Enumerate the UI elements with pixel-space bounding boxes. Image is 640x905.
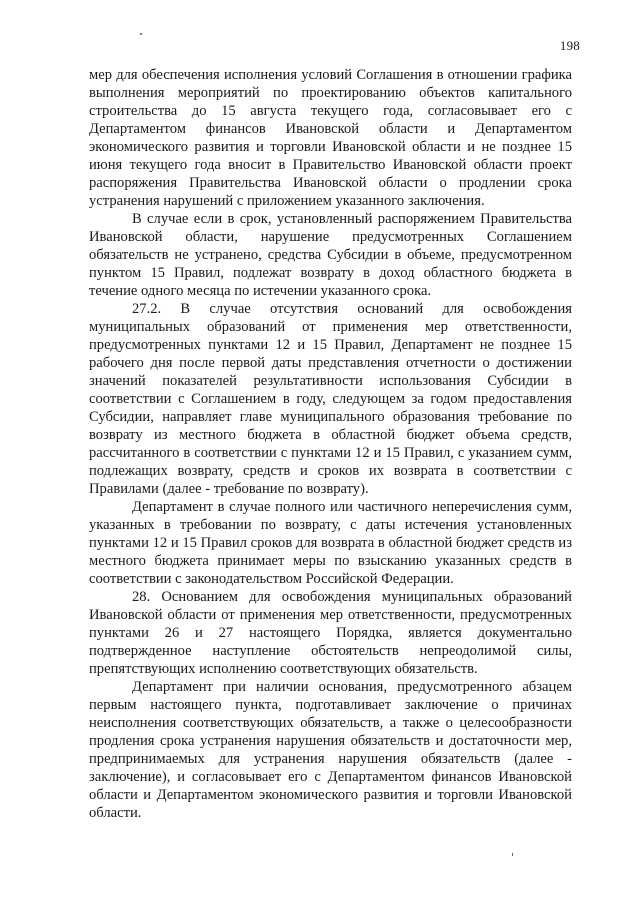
paragraph-recovery-measures: Департамент в случае полного или частичного неперечисления сумм, указанных в требовании по возврату, с даты истечения установленных пунктами 12 и 15 Правил сроков для возврата в областной бюджет средств из местного бюджета принимает меры по взысканию указанных средств в соответствии с законодательством Российской Федерации. [89,499,572,587]
page-number: 198 [559,38,580,53]
paragraph-28: 28. Основанием для освобождения муниципальных образований Ивановской области от применения мер ответственности, предусмотренных пунктами 26 и 27 настоящего Порядка, является документально подтвержденное наступление обстоятельств непреодолимой силы, препятствующих исполнению соответствующих обязательств. [89,589,572,677]
scan-speck [140,33,142,35]
document-body [89,66,572,822]
paragraph-subsidy-return: В случае если в срок, установленный распоряжением Правительства Ивановской области, нарушение предусмотренных Соглашением обязательств не устранено, средства Субсидии в объеме, предусмотренном пунктом 15 Правил, подлежат возврату в доход областного бюджета в течение одного месяца по истечении указанного срока. [89,211,572,299]
paragraph-conclusion: Департамент при наличии основания, предусмотренного абзацем первым настоящего пункта, подготавливает заключение о причинах неисполнения соответствующих обязательств, а также о целесообразности продления срока устранения нарушения обязательств и достаточности мер, предпринимаемых для устранения нарушения обязательств (далее - заключение), и согласовывает его с Департаментом финансов Ивановской области и Департаментом экономического развития и торговли Ивановской области. [89,679,572,821]
paragraph-27-2: 27.2. В случае отсутствия оснований для освобождения муниципальных образований от применения мер ответственности, предусмотренных пунктами 12 и 15 Правил, Департамент не позднее 15 рабочего дня после первой даты представления отчетности о достижении значений показателей результативности использования Субсидии в соответствии с Соглашением в году, следующем за годом предоставления Субсидии, направляет главе муниципального образования требование по возврату из местного бюджета в областной бюджет объема средств, рассчитанного в соответствии с пунктами 12 и 15 Правил, с указанием сумм, подлежащих возврату, средств и сроков их возврата в соответствии с Правилами (далее - требование по возврату). [89,301,572,497]
scan-speck [512,853,513,856]
paragraph-continuation: мер для обеспечения исполнения условий Соглашения в отношении графика выполнения мероприятий по проектированию объектов капитального строительства до 15 августа текущего года, согласовывает его с Департаментом финансов Ивановской области и Департаментом экономического развития и торговли Ивановской области и не позднее 15 июня текущего года вносит в Правительство Ивановской области проект распоряжения Правительства Ивановской области о продлении срока устранения нарушений с приложением указанного заключения. [89,67,572,209]
